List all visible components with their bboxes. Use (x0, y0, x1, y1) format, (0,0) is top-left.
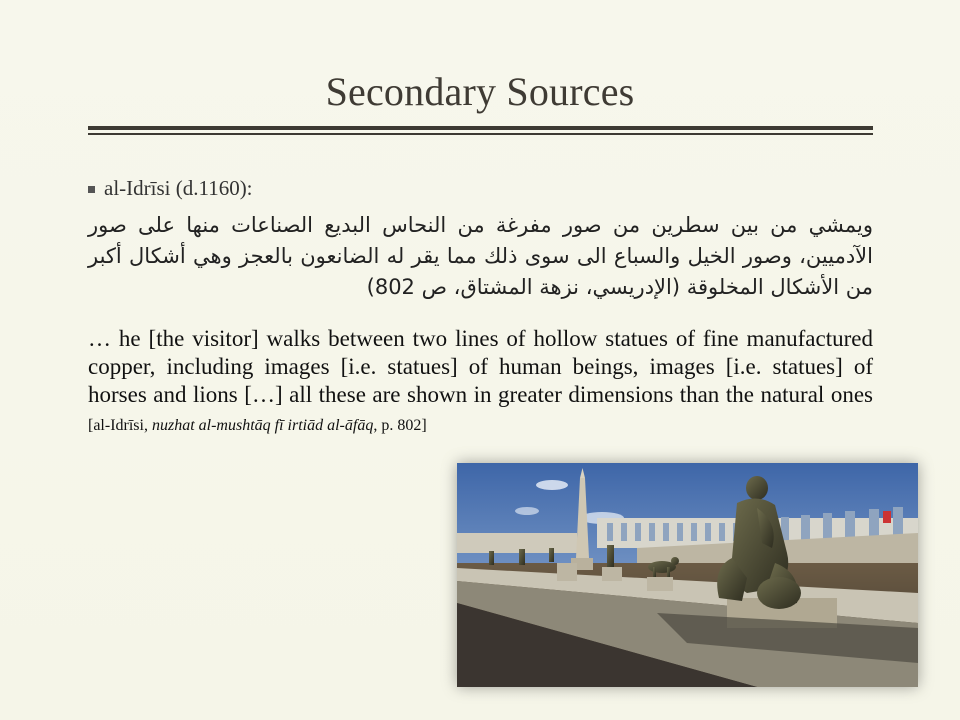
slide-title: Secondary Sources (325, 69, 635, 114)
title-divider-thick (88, 126, 873, 130)
hippodrome-reconstruction-image (457, 463, 918, 687)
bullet-text: al-Idrīsi (d.1160): (104, 176, 253, 200)
hippodrome-illustration (457, 463, 918, 687)
arabic-quote: ويمشي من بين سطرين من صور مفرغة من النحاس البديع الصناعات منها على صور الآدميين، وصور الخيل والسباع الى سوى ذلك مما يقر له الضانعون بالعجز وهي أشكال أكبر من الأشكال المخلوقة (الإدريسي، نزهة المشتاق، ص 802) (88, 213, 873, 299)
citation (88, 417, 427, 434)
citation-close: , p. 802] (373, 417, 427, 434)
title-divider-thin (88, 133, 873, 135)
citation-open: [al-Idrīsi, (88, 417, 152, 434)
square-bullet-icon (88, 186, 95, 193)
translation-paragraph (88, 325, 873, 440)
bullet-item (88, 176, 253, 201)
citation-work-title: nuzhat al-mushtāq fī irtiād al-āfāq (151, 417, 374, 434)
translation-text: … he [the visitor] walks between two lines of hollow statues of fine manufactured copper, including images [i.e. statues] of human beings, images [i.e. statues] of horses and lions […] all these are shown in greater dimensions than the natural ones (88, 326, 873, 407)
